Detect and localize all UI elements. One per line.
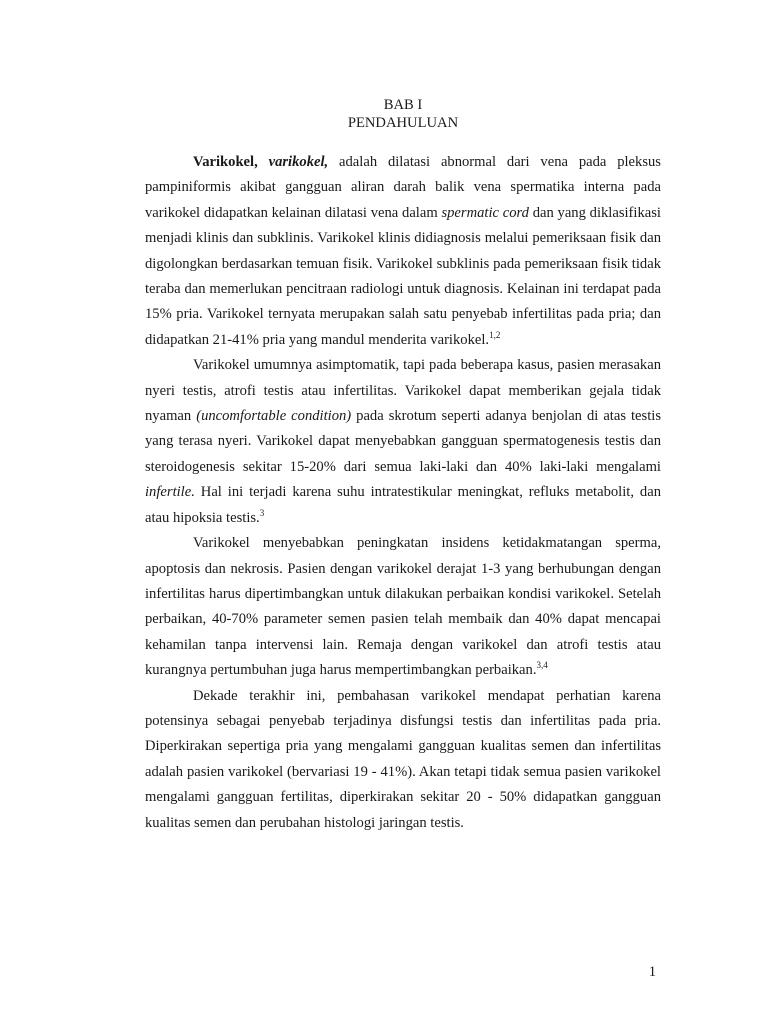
paragraph [145, 684, 661, 836]
paragraph [145, 531, 661, 683]
chapter-number: BAB I [383, 97, 423, 113]
paragraph-text: pada skrotum seperti adanya benjolan di atas testis yang terasa nyeri. Varikokel dapat menyebabkan gangguan spermatogenesis testis dan steroidogenesis sekitar 15-20% dari semua laki-laki dan 40% laki-laki mengalami [145, 408, 661, 475]
italic-term: spermatic cord [441, 204, 529, 221]
paragraph-text: Dekade terakhir ini, pembahasan varikokel mendapat perhatian karena potensinya sebagai penyebab terjadinya disfungsi testis dan infertilitas pada pria. Diperkirakan sepertiga pria yang mengalami gangguan kualitas semen dan infertilitas adalah pasien varikokel (bervariasi 19 - 41%). Akan tetapi tidak semua pasien varikokel mengalami gangguan fertilitas, diperkirakan sekitar 20 - 50% didapatkan gangguan kualitas semen dan perubahan histologi jaringan testis. [145, 687, 661, 831]
paragraph-text: Varikokel menyebabkan peningkatan insidens ketidakmatangan sperma, apoptosis dan nekrosis. Pasien dengan varikokel derajat 1-3 yang berhubungan dengan infertilitas harus dipertimbangkan untuk dilakukan perbaikan kondisi varikokel. Setelah perbaikan, 40-70% parameter semen pasien telah membaik dan 40% dapat mencapai kehamilan tanpa intervensi lain. Remaja dengan varikokel dan atrofi testis atau kurangnya pertumbuhan juga harus mempertimbangkan perbaikan. [145, 535, 661, 679]
paragraph-text: dan yang diklasifikasi menjadi klinis dan subklinis. Varikokel klinis didiagnosis melalui pemeriksaan fisik dan digolongkan berdasarkan temuan fisik. Varikokel subklinis pada pemeriksaan fisik tidak teraba dan memerlukan pencitraan radiologi untuk diagnosis. Kelainan ini terdapat pada 15% pria. Varikokel ternyata merupakan salah satu penyebab infertilitas pada pria; dan didapatkan 21-41% pria yang mandul menderita varikokel. [145, 204, 661, 348]
paragraph-text: Hal ini terjadi karena suhu intratestikular meningkat, refluks metabolit, dan atau hipoksia testis. [145, 484, 661, 526]
italic-term: (uncomfortable condition) [196, 408, 352, 425]
paragraph-text: Varikokel umumnya asimptomatik, tapi pada beberapa kasus, pasien merasakan nyeri testis, atrofi testis atau infertilitas. Varikokel dapat memberikan gejala tidak nyaman [145, 357, 661, 425]
term-bold-italic: varikokel, [268, 154, 329, 170]
body-text [145, 150, 661, 836]
term-bold: Varikokel, [193, 154, 258, 170]
page-number: 1 [648, 964, 656, 980]
paragraph-text: adalah dilatasi abnormal dari vena pada pleksus pampiniformis akibat gangguan aliran darah balik vena spermatika interna pada varikokel didapatkan kelainan dilatasi vena dalam [145, 154, 661, 221]
paragraph [145, 150, 661, 353]
chapter-heading [145, 96, 661, 132]
paragraph [145, 353, 661, 531]
citation-ref: 3,4 [536, 660, 548, 671]
italic-term: infertile. [145, 484, 195, 501]
citation-ref: 1,2 [489, 329, 501, 340]
chapter-title: PENDAHULUAN [347, 115, 459, 131]
citation-ref: 3 [259, 507, 265, 518]
